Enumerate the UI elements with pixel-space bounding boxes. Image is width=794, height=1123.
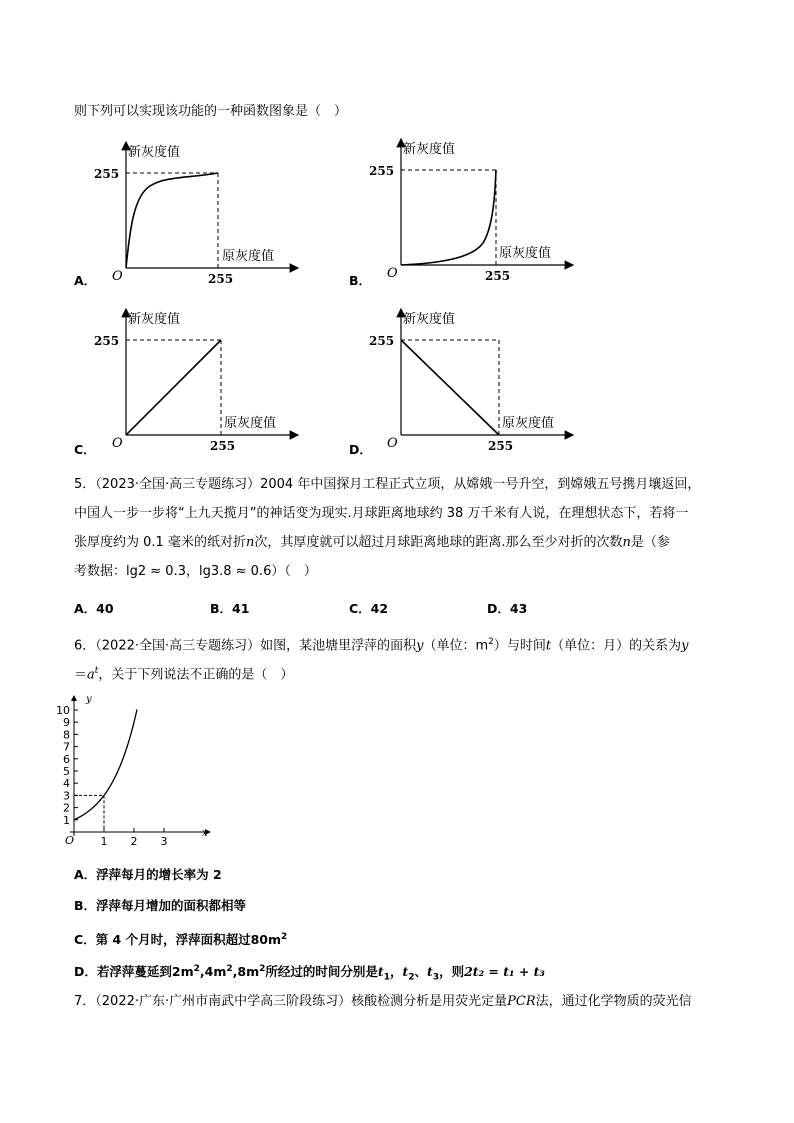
q5-line4: 考数据：lg2 ≈ 0.3，lg3.8 ≈ 0.6）（ ）	[74, 564, 317, 579]
q6-line1-part2: （单位：m	[423, 638, 489, 654]
q6-equation: 2t₂ = t₁ + t₃	[464, 964, 545, 980]
q6-sub: 1	[383, 972, 390, 983]
q5-option-d: D．43	[487, 601, 528, 616]
y-axis-label: y	[86, 694, 92, 705]
q6-sup: 2	[193, 964, 200, 974]
q6-var-t: t	[545, 638, 552, 654]
curve	[74, 709, 137, 819]
q6-option-d-text: D．若浮萍蔓延到	[74, 964, 172, 980]
y-label: 新灰度值	[128, 145, 181, 160]
q6-sup: 2	[259, 964, 266, 974]
q6-option-a: A．浮萍每月的增长率为 2	[74, 867, 222, 882]
q6-eq: ＝	[74, 667, 88, 683]
q6-sep: ，	[389, 964, 403, 980]
curve	[126, 173, 218, 268]
y-tick-label: 10	[56, 704, 70, 717]
y-tick-label: 7	[63, 740, 70, 754]
y-tick-label: 6	[63, 752, 70, 766]
q6-var-y: y	[416, 638, 424, 654]
curve	[401, 170, 496, 265]
q6-var-y: y	[681, 638, 689, 654]
graph-d	[345, 305, 575, 455]
option-d-label: D．	[349, 442, 372, 457]
q6-sup: 2	[281, 932, 288, 942]
x-tick: 255	[210, 439, 236, 453]
y-tick: 255	[94, 334, 120, 348]
q5-line1: 5．（2023·全国·高三专题练习）2004 年中国探月工程正式立项，从嫦娥一号升空，到嫦娥五号携月壤返回，	[74, 477, 701, 492]
x-label: 原灰度值	[502, 416, 555, 431]
option-b-label: B．	[349, 273, 372, 288]
q6-line1-part4: （单位：月）的关系为	[551, 638, 682, 654]
x-axis-label: x	[202, 828, 208, 839]
q5-line3	[74, 534, 670, 552]
line	[126, 340, 221, 435]
q6-line1	[74, 633, 689, 655]
q6-sub: 3	[432, 972, 440, 983]
q6-graph	[56, 690, 220, 850]
q6-line2-part2: ，关于下列说法不正确的是（ ）	[98, 667, 294, 683]
q6-var-t: t	[427, 964, 433, 980]
q5-option-b: B．41	[210, 601, 250, 616]
q6-option-c	[74, 928, 287, 949]
y-tick-label: 1	[63, 813, 70, 827]
y-tick-label: 9	[63, 716, 70, 730]
x-label: 原灰度值	[499, 246, 552, 261]
y-tick-label: 4	[63, 777, 70, 791]
q5-option-a: A．40	[74, 601, 114, 616]
q6-sup: 2	[488, 637, 494, 647]
q7-pcr: PCR	[507, 994, 536, 1009]
q6-var-a: a	[87, 667, 95, 683]
q6-var-t: t	[402, 964, 409, 980]
x-label: 原灰度值	[224, 416, 277, 431]
option-c-label: C．	[74, 442, 96, 457]
q5-line3-part2: 次，其厚度就可以超过月球距离地球的距离.那么至少对折的次数	[254, 535, 623, 550]
q6-var-t: t	[94, 666, 99, 676]
origin-label: O	[387, 436, 398, 451]
x-tick-label: 3	[160, 835, 168, 848]
y-tick: 255	[94, 167, 120, 181]
q6-option-d-text3: ，则	[439, 964, 465, 980]
q5-var-n: n	[245, 535, 255, 550]
y-label: 新灰度值	[403, 142, 456, 157]
q6-option-c-text: C．第 4 个月时，浮萍面积超过	[74, 932, 251, 948]
x-tick: 255	[485, 269, 511, 283]
x-tick-label: 1	[100, 835, 108, 848]
q5-var-n: n	[622, 535, 631, 550]
graph-b	[345, 135, 575, 285]
x-label: 原灰度值	[222, 249, 275, 264]
q6-sup: 2	[226, 964, 233, 974]
y-tick-label: 5	[63, 765, 70, 778]
q5-option-c: C．42	[349, 601, 389, 616]
q6-option-c-value: 80m	[250, 932, 281, 948]
q6-val: 2m	[171, 964, 194, 980]
x-tick: 255	[208, 272, 234, 286]
origin-label: O	[387, 266, 398, 281]
x-tick: 255	[488, 439, 514, 453]
q6-val: ,4m	[199, 964, 227, 980]
origin-label: O	[112, 269, 123, 284]
q5-line2: 中国人一步一步将“上九天揽月”的神话变为现实.月球距离地球约 38 万千米有人说，在理想状态下，若将一	[74, 506, 689, 521]
option-a-label: A．	[74, 273, 97, 288]
graph-c	[70, 305, 300, 455]
q6-line2	[74, 662, 293, 684]
q6-line1-part1: 6．（2022·全国·高三专题练习）如图，某池塘里浮萍的面积	[74, 638, 417, 654]
y-tick-label: 2	[63, 801, 70, 815]
q6-option-b: B．浮萍每月增加的面积都相等	[74, 898, 247, 913]
y-label: 新灰度值	[128, 312, 181, 327]
line	[401, 340, 499, 435]
q6-sep: 、	[414, 964, 428, 980]
origin-label: O	[65, 834, 75, 847]
q6-option-d	[74, 960, 545, 987]
question-intro: 则下列可以实现该功能的一种函数图象是（ ）	[74, 104, 348, 119]
y-label: 新灰度值	[403, 312, 456, 327]
y-tick: 255	[369, 164, 395, 178]
y-tick-label: 3	[63, 789, 70, 803]
graph-a	[70, 138, 300, 288]
q6-line1-part3: ）与时间	[493, 638, 546, 654]
x-tick-label: 2	[130, 835, 138, 848]
q5-line3-part1: 张厚度约为 0.1 毫米的纸对折	[74, 535, 246, 550]
q5-line3-part3: 是（参	[630, 535, 670, 550]
origin-label: O	[112, 436, 123, 451]
y-tick-label: 8	[63, 728, 70, 742]
q6-var-t: t	[377, 964, 384, 980]
y-tick: 255	[369, 334, 395, 348]
q7-text1: 7．（2022·广东·广州市南武中学高三阶段练习）核酸检测分析是用荧光定量	[74, 994, 508, 1009]
q6-sub: 2	[408, 972, 415, 983]
q6-val: ,8m	[232, 964, 260, 980]
q7-text2: 法，通过化学物质的荧光信	[535, 994, 692, 1009]
q7-line1	[74, 993, 692, 1011]
q6-option-d-text2: 所经过的时间分别是	[265, 964, 378, 980]
